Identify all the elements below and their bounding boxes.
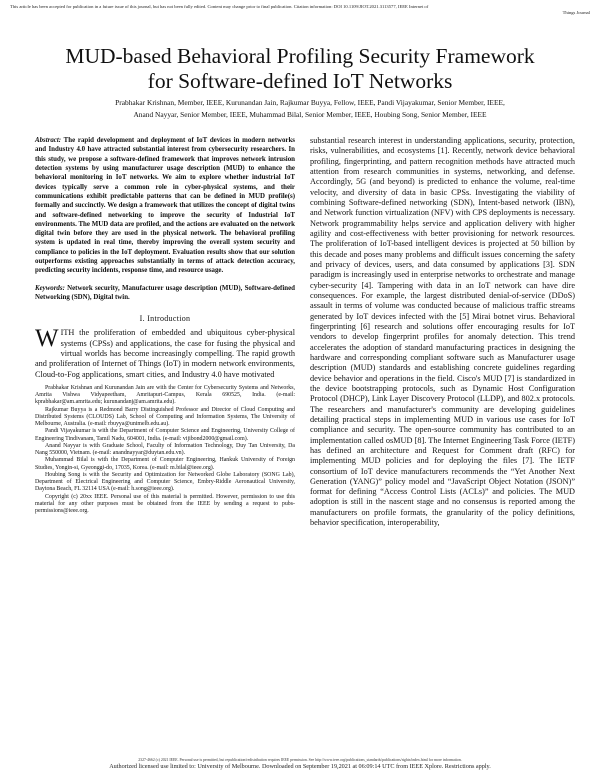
paper-title: [20, 44, 580, 94]
keywords-lead: Keywords:: [35, 284, 65, 292]
publication-notice: [10, 4, 590, 15]
abstract-text: The rapid development and deployment of IoT devices in modern networks and Industry 4.0 have attracted substantial interest from cybersecurity researchers. In this study, we propose a software-defined framework that improves network intrusion detection systems by using manufacturer usage description (MUD) to enhance the behavioral monitoring in IoT networks. We aim to explore whether industrial IoT devices typically serve a common role in cyber-physical systems, and their communications exhibit predictable patterns that can be defined in MUD profile(s) formally and succinctly. We design a framework that utilizes the concept of digital twins and software-defined networking to improve the security of Industrial IoT environments. The MUD data are profiled, and the actions are evaluated on the network digital twin before they are used in the physical network. The behavioral profiling system is updated in real time, thereby improving the overall system security and compliance to policies in the IoT deployment. Evaluation results show that our solution outperforms existing approaches substantially in terms of attack detection accuracy, predicting security incidents, response time, and resource usage.: [35, 137, 295, 275]
paper-title-line2: for Software-defined IoT Networks: [147, 69, 453, 93]
dropcap: W: [35, 325, 59, 353]
affiliation-note: Muhammad Bilal is with the Department of Computer Engineering, Hankuk University of Foreign Studies, Yongin-si, Gyeonggi-do, 17035, Korea. (e-mail: m.bilal@ieee.org).: [35, 457, 295, 471]
affiliation-note: Pandi Vijayakumar is with the Department of Computer Science and Engineering, University College of Engineering Tindivanam, Tamil Nadu, 604001, India. (e-mail: vijibond2000@gmail.com).: [35, 428, 295, 442]
affiliation-note: Prabhakar Krishnan and Kurunandan Jain are with the Center for Cybersecurity Systems and Networks, Amrita Vishwa Vidyapeetham, Amritapuri-Campus, Kerala 690525, India. (e-mail: kprabhakar@am.amrita.edu; kurunandanj@am.amrita.edu).: [35, 384, 295, 406]
abstract-lead: Abstract:: [35, 137, 62, 144]
affiliation-note: Rajkumar Buyya is a Redmond Barry Distinguished Professor and Director of Cloud Computing and Distributed Systems (CLOUDS) Lab, School of Computing and Information Systems, The University of Melbourne, Australia. (e-mail: rbuyya@unimelb.edu.au).: [35, 406, 295, 428]
footer-copyright: 2327-4662 (c) 2021 IEEE. Personal use is permitted, but republication/redistribution requires IEEE permission. See http://www.ieee.org/publications_standards/publications/rights/index.html for more information.: [138, 758, 462, 762]
footer-license: Authorized licensed use limited to: University of Melbourne. Downloaded on September 19,2021 at 06:09:14 UTC from IEEE Xplore. Restrictions apply.: [109, 763, 491, 770]
abstract: [35, 136, 295, 276]
affiliation-note: Houbing Song is with the Security and Optimization for Networked Globe Laboratory (SONG Lab), Department of Electrical Engineering and Computer Science, Embry-Riddle Aeronautical University, Daytona Beach, FL 32114 USA (e-mail: h.song@ieee.org).: [35, 471, 295, 493]
affiliations: [35, 385, 295, 516]
keywords: [35, 284, 295, 303]
section-heading-introduction: I. Introduction: [139, 314, 191, 324]
intro-text: ITH the proliferation of embedded and ubiquitous cyber-physical systems (CPSs) and applications, the case for fusing the physical and virtual worlds has become increasingly compelling. The rapid growth and proliferation of Internet of Things (IoT) in modern network environments, Cloud-to-Fog applications, smart cities, and Industry 4.0 have motivated: [35, 328, 295, 379]
affiliation-note: Anand Nayyar is with Graduate School, Faculty of Information Technology, Duy Tan University, Da Nang 550000, Vietnam. (e-mail: anandnayyar@duytan.edu.vn).: [35, 442, 295, 457]
intro-paragraph: [35, 325, 295, 379]
body-paragraph: substantial research interest in understanding applications, security, protection, risks, vulnerabilities, and ecosystems [1]. Recently, network device behavioral profiling, fingerprinting, and pattern recognition methods have attracted much attention from research communities in systems, networking, and defense. Accordingly, 5G (and beyond) is predicted to enhance the volume, real-time velocity, and diversity of data in basic CPSs. Investigating the viability of combining Software-defined networking (SDN), Intent-based network (IBN), and Network function virtualization (NFV) with CPS deployments is necessary. Network programmability helps service and application delivery with higher agility and cost-effectiveness with better provisioning for network resources. The proliferation of IoT-based intelligent devices is projected at 50 billion by this decade and poses many problems and difficult issues concerning the safety and privacy of devices, users, and data consumed by applications [3]. SDN paradigm is increasingly used in enterprise networks to orchestrate and manage cyber-security [4]. Tampering with data in an IoT network can have dire consequences. For example, the largest distributed denial-of-service (DDoS) assault in terms of volume was conducted because of malicious traffic streams generated by IoT devices infected with the [5] Mirai botnet virus. Behavioral fingerprinting [6] research and solutions offer encouraging results for IoT vendors to develop fingerprint profiles for anomaly detection. This trend accelerates the adoption of standard manufacturing practices in designing the hardware and corresponding compliant software such as Manufacturer usage description (MUD) standards and establishing concrete guidelines regarding device behavior and operations in the field. Cisco's MUD [7] is standardized in the device bootstrapping protocols, such as Dynamic Host Configuration Protocol (DHCP), Link Layer Discovery Protocol (LLDP), and 802.x protocols. The researchers and manufacturer's community are developing guidelines detailing practical steps in implementing MUD in various use cases for IoT compliance and security. The open-source community has contributed to an implementation called osMUD [8]. The Internet Engineering Task Force (IETF) has defined an architecture and Request for Comment draft (RFC) for implementing MUD policies and for deploying the files [7]. The IETF consortium of IoT device manufacturers recommends the “Yet Another Next Generation (YANG)” policy model and “JavaScript Object Notation (JSON)” format for defining “Access Control Lists (ACLs)” and policies. The MUD adoption is still in the nascent stage and no consensus is reported among the manufacturers on profile formats, the granularity of the policy definitions, behavior specification, interoperability,: [310, 136, 575, 528]
author-line1: Prabhakar Krishnan, Member, IEEE, Kurunandan Jain, Rajkumar Buyya, Fellow, IEEE, Pandi Vijayakumar, Senior Member, IEEE,: [115, 98, 505, 107]
right-column: [310, 136, 575, 528]
paper-title-line1: MUD-based Behavioral Profiling Security Framework: [65, 44, 535, 68]
page-footer: [0, 758, 600, 771]
publication-notice-line2: Things Journal: [562, 9, 590, 15]
left-column: [35, 136, 295, 515]
author-list: [40, 97, 580, 120]
copyright-note: Copyright (c) 20xx IEEE. Personal use of this material is permitted. However, permission to use this material for any other purposes must be obtained from the IEEE by sending a request to pubs-permissions@ieee.org.: [35, 493, 295, 515]
publication-notice-line1: This article has been accepted for publication in a future issue of this journal, but has not been fully edited. Content may change prior to final publication. Citation information: DOI 10.1109/JIOT.2021.3113577, IEEE Internet of: [10, 4, 429, 9]
author-line2: Anand Nayyar, Senior Member, IEEE, Muhammad Bilal, Senior Member, IEEE, Houbing Song, Senior Member, IEEE: [133, 109, 487, 119]
keywords-text: Network security, Manufacturer usage description (MUD), Software-defined Networking (SDN), Digital twin.: [35, 284, 295, 301]
